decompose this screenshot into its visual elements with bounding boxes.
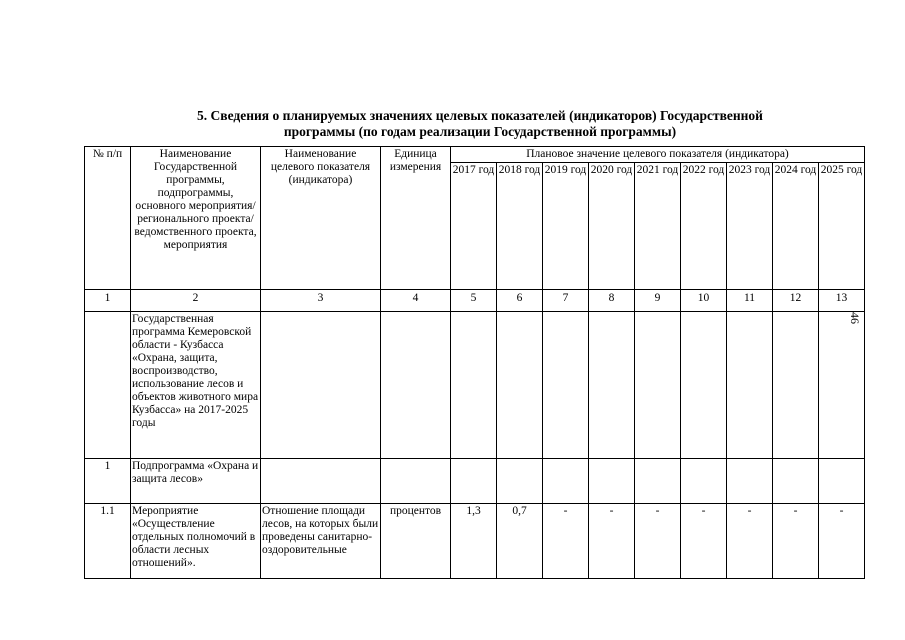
table-row (85, 504, 865, 579)
header-year: 2020 год (589, 163, 635, 290)
row-value: - (589, 504, 635, 579)
header-year: 2021 год (635, 163, 681, 290)
row-value (773, 312, 819, 459)
row-indicator (261, 459, 381, 504)
column-number: 12 (773, 290, 819, 312)
row-value (543, 459, 589, 504)
row-value (727, 312, 773, 459)
header-unit: Единица измерения (381, 147, 451, 290)
row-value (497, 459, 543, 504)
header-year: 2025 год (819, 163, 865, 290)
row-indicator (261, 312, 381, 459)
row-value (451, 312, 497, 459)
row-name: Мероприятие «Осуществление отдельных полномочий в области лесных отношений». (131, 504, 261, 579)
page-title (120, 108, 840, 140)
indicators-table (84, 146, 865, 579)
column-number: 3 (261, 290, 381, 312)
column-number: 5 (451, 290, 497, 312)
header-year: 2022 год (681, 163, 727, 290)
column-numbers-row (85, 290, 865, 312)
header-year: 2019 год (543, 163, 589, 290)
row-value (635, 459, 681, 504)
row-value (543, 312, 589, 459)
row-unit (381, 459, 451, 504)
row-value: - (543, 504, 589, 579)
row-indicator: Отношение площади лесов, на которых были проведены санитарно-оздоровительные (261, 504, 381, 579)
row-value: - (681, 504, 727, 579)
row-unit (381, 312, 451, 459)
row-value (727, 459, 773, 504)
column-number: 13 (819, 290, 865, 312)
row-value (589, 459, 635, 504)
header-num: № п/п (85, 147, 131, 290)
column-number: 11 (727, 290, 773, 312)
row-unit: процентов (381, 504, 451, 579)
title-line-2: программы (по годам реализации Государственной программы) (283, 124, 677, 139)
title-line-1: 5. Сведения о планируемых значениях целевых показателей (индикаторов) Государственной (197, 108, 763, 123)
row-value: - (819, 504, 865, 579)
column-number: 8 (589, 290, 635, 312)
column-number: 10 (681, 290, 727, 312)
row-value (681, 312, 727, 459)
header-plan-value: Плановое значение целевого показателя (индикатора) (451, 147, 865, 163)
row-value (451, 459, 497, 504)
column-number: 2 (131, 290, 261, 312)
row-name: Подпрограмма «Охрана и защита лесов» (131, 459, 261, 504)
header-row (85, 147, 865, 163)
header-program-name: Наименование Государственной программы, подпрограммы, основного мероприятия/ регионального проекта/ ведомственного проекта, мероприятия (131, 147, 261, 290)
row-num: 1 (85, 459, 131, 504)
row-value: - (635, 504, 681, 579)
table-row (85, 459, 865, 504)
header-indicator-name: Наименование целевого показателя (индикатора) (261, 147, 381, 290)
row-value (497, 312, 543, 459)
row-value: 1,3 (451, 504, 497, 579)
row-name: Государственная программа Кемеровской области - Кузбасса «Охрана, защита, воспроизводство, использование лесов и объектов животного мира Кузбасса» на 2017-2025 годы (131, 312, 261, 459)
table-row (85, 312, 865, 459)
row-value (819, 459, 865, 504)
row-num: 1.1 (85, 504, 131, 579)
row-value (589, 312, 635, 459)
column-number: 6 (497, 290, 543, 312)
row-value: - (727, 504, 773, 579)
column-number: 4 (381, 290, 451, 312)
page-number: 46 (848, 312, 862, 324)
header-year: 2017 год (451, 163, 497, 290)
column-number: 7 (543, 290, 589, 312)
row-value (635, 312, 681, 459)
column-number: 9 (635, 290, 681, 312)
row-value (819, 312, 865, 459)
row-value (681, 459, 727, 504)
header-year: 2024 год (773, 163, 819, 290)
header-year: 2023 год (727, 163, 773, 290)
header-year: 2018 год (497, 163, 543, 290)
row-value: 0,7 (497, 504, 543, 579)
row-num (85, 312, 131, 459)
row-value: - (773, 504, 819, 579)
column-number: 1 (85, 290, 131, 312)
row-value (773, 459, 819, 504)
